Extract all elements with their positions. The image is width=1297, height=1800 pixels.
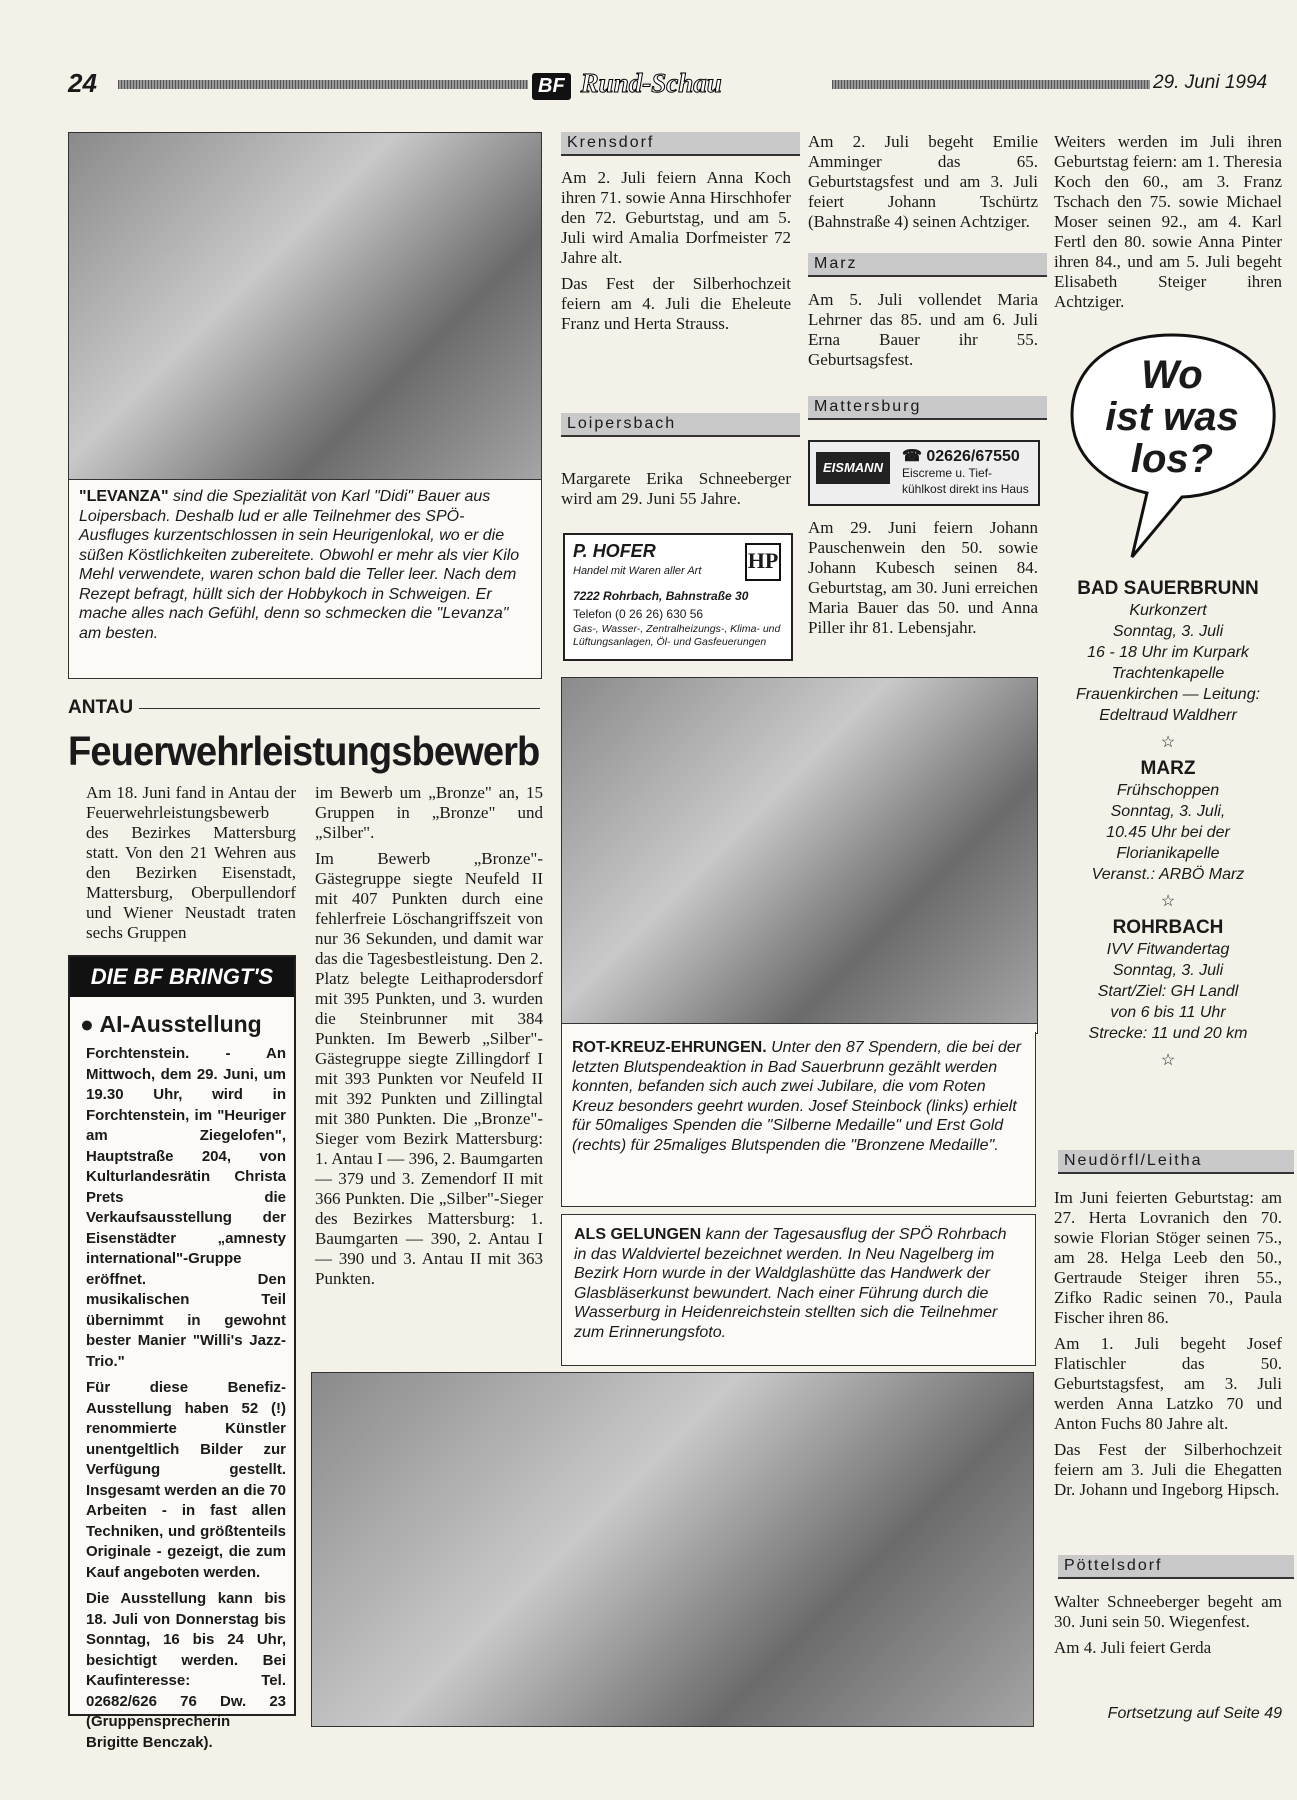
ad-hofer-name: P. HOFER: [573, 541, 656, 561]
bubble-line1: Wo: [1141, 353, 1203, 397]
antau-text-left: Am 18. Juni fand in Antau der Feuerwehrleistungsbewerb des Bezirkes Mattersburg statt. Von den 21 Wehren aus den Bezirken Eisenstadt, Mattersburg, Oberpullendorf und Wiener Neustadt traten sechs Gruppen: [86, 783, 296, 942]
event-line: Kurkonzert: [1129, 602, 1207, 619]
bf-bringts-box: [68, 955, 296, 1751]
page-number: 24: [68, 68, 97, 98]
event-line: Strecke: 11 und 20 km: [1088, 1025, 1248, 1042]
event-line: Veranst.: ARBÖ Marz: [1091, 866, 1245, 883]
bf-bringts-body: [70, 1044, 294, 1753]
mattersburg-text: Am 29. Juni feiern Johann Pauschenwein den 50. sowie Johann Kubesch seinen 84. Geburtstag, am 30. Juni erreichen Maria Bauer das 50. und Anna Piller ihr 81. Lebensjahr.: [808, 518, 1038, 637]
event-line: IVV Fitwandertag: [1106, 941, 1230, 958]
header-rule-left: [118, 80, 528, 89]
neudoerfl-p1: Im Juni feierten Geburtstag: am 27. Herta Lovranich den 70. sowie Florian Stöger seinen 75., am 28. Helga Leeb den 50., Gertraude Steiger ihren 55., Zifko Radic seinen 70., Paula Fischer ihren 86.: [1054, 1188, 1282, 1327]
ad-hofer-line3: Telefon (0 26 26) 630 56: [573, 607, 704, 621]
poettelsdorf-p2: Am 4. Juli feiert Gerda: [1054, 1638, 1212, 1657]
photo-levanza-caption: [79, 487, 531, 643]
ad-hofer: [563, 533, 793, 661]
event-line: Sonntag, 3. Juli,: [1110, 803, 1226, 820]
caption-text: Unter den 87 Spendern, die bei der letzten Blutspendeaktion in Bad Sauerbrunn gezählt werden konnten, befanden sich auch zwei Jubilare, die vom Roten Kreuz besonders geehrt wurden. Josef Steinbock (links) erhielt für 50maliges Spenden die "Silberne Medaille" und Erst Gold (rechts) für 25maliges Blutspenden die "Bronzene Medaille".: [572, 1039, 1022, 1154]
ad-eismann-phone: ☎ 02626/67550: [902, 448, 1020, 465]
continued-note: Fortsetzung auf Seite 49: [1107, 1705, 1282, 1722]
ad-hofer-line2: 7222 Rohrbach, Bahnstraße 30: [573, 589, 749, 603]
ad-hofer-logo: HP: [745, 543, 781, 581]
kicker-label: ANTAU: [68, 697, 139, 718]
event-line: Frühschoppen: [1116, 782, 1220, 799]
events-list: [1054, 570, 1282, 1076]
section-heading-neudoerfl: Neudörfl/Leitha: [1058, 1150, 1294, 1174]
photo-ausflug-caption: [561, 1214, 1036, 1366]
photo-rotkreuz: [562, 678, 1037, 1024]
antau-text-right: [315, 783, 543, 1295]
event-line: 10.45 Uhr bei der: [1106, 824, 1230, 841]
bubble-line2: ist was: [1105, 395, 1239, 439]
section-heading-loipersbach: Loipersbach: [561, 413, 800, 437]
loipersbach-text: Margarete Erika Schneeberger wird am 29. Juni 55 Jahre.: [561, 469, 791, 508]
bullet-icon: ●: [80, 1011, 94, 1037]
ad-hofer-line1: Handel mit Waren aller Art: [573, 565, 702, 577]
krensdorf-text: [561, 168, 791, 340]
antau-headline: Feuerwehrleistungsbewerb: [68, 728, 540, 774]
krensdorf-p1: Am 2. Juli feiern Anna Koch ihren 71. sowie Anna Hirschhofer den 72. Geburtstag, und am 5. Juli wird Amalia Dorfmeister 72 Jahre alt.: [561, 168, 791, 267]
bf-bringts-p1: Forchtenstein. - An Mittwoch, dem 29. Juni, um 19.30 Uhr, wird in Forchtenstein, im "Heuriger am Ziegelofen", Hauptstraße 204, von Kulturlandesrätin Christa Prets die Verkaufsausstellung der Eisenstädter „amnesty international"-Gruppe eröffnet. Den musikalischen Teil übernimmt in gewohnt bester Manier "Willi's Jazz-Trio.": [86, 1045, 286, 1370]
caption-lead: ALS GELUNGEN: [574, 1226, 702, 1243]
event-line: Frauenkirchen — Leitung:: [1075, 686, 1261, 703]
caption-lead: ROT-KREUZ-EHRUNGEN.: [572, 1039, 767, 1056]
star-icon: ☆: [1160, 734, 1176, 751]
section-heading-poettelsdorf: Pöttelsdorf: [1058, 1555, 1294, 1579]
ad-eismann-line1: Eiscreme u. Tief-: [902, 466, 993, 480]
col3-top-text: Am 2. Juli begeht Emilie Amminger das 65. Geburtstagsfest und am 3. Juli feiert Johann Tschürtz (Bahnstraße 4) seinen Achtziger.: [808, 132, 1038, 231]
neudoerfl-p2: Am 1. Juli begeht Josef Flatischler das 50. Geburtstagsfest, am 3. Juli werden Anna Latzko 70 und Anton Fuchs 80 Jahre alt.: [1054, 1334, 1282, 1433]
section-heading-marz: Marz: [808, 253, 1047, 277]
bf-bringts-title: [80, 1011, 294, 1038]
col4-top-text: Weiters werden im Juli ihren Geburtstag feiern: am 1. Theresia Koch den 60., am 3. Franz Tschach den 75. sowie Michael Moser seinen 92., am 4. Karl Fertl den 80. sowie Anna Pinter ihren 84., und am 5. Juli begeht Elisabeth Steiger ihren Achtziger.: [1054, 132, 1282, 311]
ad-eismann: [808, 440, 1040, 506]
event-heading-rohrbach: ROHRBACH: [1112, 917, 1224, 938]
event-heading-bad-sauerbrunn: BAD SAUERBRUNN: [1077, 578, 1259, 599]
krensdorf-p2: Das Fest der Silberhochzeit feiern am 4. Juli die Eheleute Franz und Herta Strauss.: [561, 274, 791, 333]
antau-p-right1: im Bewerb um „Bronze" an, 15 Gruppen in „Bronze" und „Silber".: [315, 783, 543, 842]
caption-text: sind die Spezialität von Karl "Didi" Bauer aus Loipersbach. Deshalb lud er alle Teilnehmer des SPÖ-Ausfluges kurzentschlossen in sein Heurigenlokal, wo er die süßen Köstlichkeiten zubereitete. Obwohl er mehr als vier Kilo Mehl verwendete, waren schon bald die Teller leer. Nach dem Rezept befragt, hüllt sich der Hobbykoch in Schweigen. Er mache alles nach Gefühl, denn so schmecken die "Levanza" am besten.: [79, 488, 520, 642]
event-line: Edeltraud Waldherr: [1099, 707, 1237, 724]
photo-ausflug-group: [311, 1372, 1034, 1727]
neudoerfl-p3: Das Fest der Silberhochzeit feiern am 3. Juli die Ehegatten Dr. Johann und Ingeborg Hipsch.: [1054, 1440, 1282, 1499]
photo-levanza-frame: [68, 132, 542, 679]
event-line: Sonntag, 3. Juli: [1112, 623, 1224, 640]
issue-date: 29. Juni 1994: [1153, 72, 1268, 93]
section-heading-krensdorf: Krensdorf: [561, 132, 800, 156]
ad-eismann-line2: kühlkost direkt ins Haus: [902, 482, 1029, 496]
antau-kicker: [68, 697, 540, 719]
star-icon: ☆: [1160, 1052, 1176, 1069]
event-line: Trachtenkapelle: [1111, 665, 1225, 682]
section-heading-mattersburg: Mattersburg: [808, 396, 1047, 420]
event-line: 16 - 18 Uhr im Kurpark: [1087, 644, 1249, 661]
ad-hofer-line4: Gas-, Wasser-, Zentralheizungs-, Klima- und Lüftungsanlagen, Öl- und Gasfeuerungen: [573, 623, 781, 648]
bf-logo: BF: [532, 73, 571, 100]
masthead: [532, 68, 828, 100]
poettelsdorf-text: [1054, 1592, 1282, 1664]
bf-bringts-banner: DIE BF BRINGT'S: [70, 957, 294, 997]
header-rule-right: [832, 80, 1150, 89]
ad-eismann-brand: EISMANN: [816, 452, 890, 484]
bubble-line3: los?: [1130, 437, 1214, 481]
photo-rotkreuz-frame: [561, 677, 1038, 1034]
antau-p-right2: Im Bewerb „Bronze"-Gästegruppe siegte Neufeld II mit 407 Punkten durch eine fehlerfreie Löschangriffszeit von nur 36 Sekunden, und damit war das die Tagesbestleistung. Den 2. Platz belegte Leithaprodersdorf mit 395 Punkten, und 3. wurden die Steinbrunner mit 384 Punkten. Im Bewerb „Silber"-Gästegruppe siegte Zillingdorf I mit 393 Punkten vor Neufeld II mit 392 Punkten und Zillingtal mit 380 Punkten. Die „Bronze"-Sieger vom Bezirk Mattersburg: 1. Antau I — 396, 2. Baumgarten — 379 und 3. Zemendorf II mit 366 Punkten. Die „Silber"-Sieger des Bezirkes Mattersburg: 1. Baumgarten — 390, 2. Antau I — 390 und 3. Antau II mit 363 Punkten.: [315, 849, 543, 1288]
caption-lead: "LEVANZA": [79, 488, 169, 505]
bf-bringts-p3: Die Ausstellung kann bis 18. Juli von Donnerstag bis Sonntag, 16 bis 24 Uhr, besichtigt werden. Bei Kaufinteresse: Tel. 02682/626 76 Dw. 23 (Gruppensprecherin Brigitte Benczak).: [86, 1590, 286, 1751]
poettelsdorf-p1: Walter Schneeberger begeht am 30. Juni sein 50. Wiegenfest.: [1054, 1592, 1282, 1631]
caption-text: kann der Tagesausflug der SPÖ Rohrbach in das Waldviertel bezeichnet werden. In Neu Nagelberg im Bezirk Horn wurde in der Waldglashütte das Handwerk der Glasbläserkunst bewundert. Nach einer Führung durch die Wasserburg in Heidenreichstein stellten sich die Teilnehmer zum Erinnerungsfoto.: [574, 1226, 1007, 1341]
event-line: Florianikapelle: [1116, 845, 1220, 862]
masthead-title: Rund-Schau: [580, 68, 722, 98]
wo-ist-was-los-bubble: [1062, 325, 1282, 565]
event-line: Start/Ziel: GH Landl: [1097, 983, 1239, 1000]
star-icon: ☆: [1160, 893, 1176, 910]
bf-bringts-p2: Für diese Benefiz-Ausstellung haben 52 (!) renommierte Künstler unentgeltlich Bilder zur Verfügung gestellt. Insgesamt werden an die 70 Arbeiten - in fast allen Techniken, und größtenteils Originale - gezeigt, die zum Kauf angeboten werden.: [86, 1379, 286, 1581]
photo-levanza: [69, 133, 541, 480]
marz-text: Am 5. Juli vollendet Maria Lehrner das 85. und am 6. Juli Erna Bauer ihr 55. Geburtsagsfest.: [808, 290, 1038, 369]
bf-bringts-title-text: AI-Ausstellung: [99, 1011, 262, 1037]
neudoerfl-text: [1054, 1188, 1282, 1506]
event-heading-marz: MARZ: [1140, 758, 1196, 779]
event-line: Sonntag, 3. Juli: [1112, 962, 1224, 979]
event-line: von 6 bis 11 Uhr: [1110, 1004, 1226, 1021]
photo-rotkreuz-caption: [561, 1032, 1036, 1207]
